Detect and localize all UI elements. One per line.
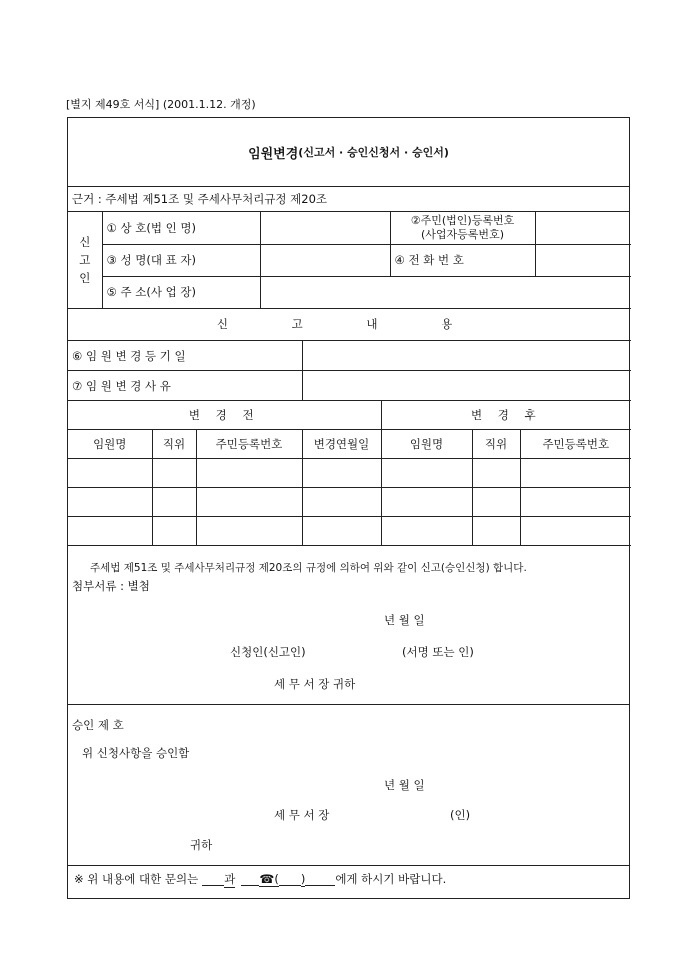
approval-section — [68, 705, 629, 866]
declaration-section — [68, 546, 629, 705]
cell[interactable] — [152, 517, 196, 546]
footer-gwa: 과 — [224, 871, 236, 886]
form-title-main: 임원변경 — [248, 146, 299, 162]
phone-blank[interactable] — [279, 873, 301, 886]
phone-field[interactable] — [535, 244, 631, 276]
cell[interactable] — [196, 488, 302, 517]
footer-phone-close: ) — [300, 871, 306, 886]
cell[interactable] — [520, 517, 631, 546]
declaration-date: 년 월 일 — [384, 613, 425, 627]
footer-prefix: ※ 위 내용에 대한 문의는 — [74, 872, 199, 886]
table-row — [68, 459, 631, 488]
dept-blank[interactable] — [202, 873, 224, 886]
cell[interactable] — [68, 459, 152, 488]
signature-label: (서명 또는 인) — [402, 645, 474, 659]
trade-name-label: ① 상 호(법 인 명) — [102, 212, 260, 244]
table-row — [68, 488, 631, 517]
form-title-sub: (신고서 · 승인신청서 · 승인서) — [298, 146, 449, 159]
cell[interactable] — [68, 488, 152, 517]
approval-recipient: 귀하 — [190, 838, 213, 852]
cell[interactable] — [520, 459, 631, 488]
approval-seal: (인) — [450, 808, 471, 822]
change-date-field[interactable] — [302, 341, 631, 371]
col-before-date: 변경연월일 — [302, 430, 381, 459]
column-header-row — [68, 430, 631, 459]
phone-label: ④ 전 화 번 호 — [390, 244, 535, 276]
reporter-label: 신 고 인 — [68, 212, 102, 308]
change-reason-label: ⑦ 임 원 변 경 사 유 — [68, 371, 302, 401]
col-after-name: 임원명 — [381, 430, 472, 459]
declaration-text: 주세법 제51조 및 주세사무처리규정 제20조의 규정에 의하여 위와 같이 신고(승인신청) 합니다. — [90, 562, 527, 574]
table-row — [68, 517, 631, 546]
person-blank[interactable] — [305, 873, 335, 886]
content-table — [68, 309, 631, 547]
report-form — [67, 117, 630, 899]
approval-number: 승인 제 호 — [72, 718, 124, 732]
cell[interactable] — [196, 517, 302, 546]
cell[interactable] — [472, 488, 520, 517]
cell[interactable] — [302, 459, 381, 488]
cell[interactable] — [196, 459, 302, 488]
col-before-position: 직위 — [152, 430, 196, 459]
tax-office-recipient: 세 무 서 장 귀하 — [274, 677, 356, 691]
address-field[interactable] — [260, 276, 631, 308]
reg-no-field[interactable] — [535, 212, 631, 244]
cell[interactable] — [302, 517, 381, 546]
trade-name-field[interactable] — [260, 212, 390, 244]
inquiry-footer — [68, 866, 629, 892]
cell[interactable] — [152, 488, 196, 517]
approval-tax-office: 세 무 서 장 — [274, 808, 330, 822]
representative-label: ③ 성 명(대 표 자) — [102, 244, 260, 276]
footer-phone-open: ( — [274, 871, 279, 886]
footer-suffix: 에게 하시기 바랍니다. — [335, 872, 447, 886]
change-reason-field[interactable] — [302, 371, 631, 401]
cell[interactable] — [520, 488, 631, 517]
col-after-id: 주민등록번호 — [520, 430, 631, 459]
phone-icon: ☎ — [259, 871, 275, 886]
representative-field[interactable] — [260, 244, 390, 276]
col-before-name: 임원명 — [68, 430, 152, 459]
before-change-header: 변 경 전 — [68, 401, 381, 430]
form-title — [68, 118, 629, 187]
applicant-label: 신청인(신고인) — [230, 645, 306, 659]
col-before-id: 주민등록번호 — [196, 430, 302, 459]
reporter-table — [68, 212, 631, 309]
form-header-note: [별지 제49호 서식] (2001.1.12. 개정) — [66, 98, 256, 111]
legal-basis: 근거 : 주세법 제51조 및 주세사무처리규정 제20조 — [68, 187, 629, 212]
cell[interactable] — [68, 517, 152, 546]
approval-date: 년 월 일 — [384, 778, 425, 792]
cell[interactable] — [472, 517, 520, 546]
cell[interactable] — [152, 459, 196, 488]
change-date-label: ⑥ 임 원 변 경 등 기 일 — [68, 341, 302, 371]
reg-no-label-line2: (사업자등록번호) — [421, 227, 504, 241]
after-change-header: 변 경 후 — [381, 401, 631, 430]
attachment-label: 첨부서류 : 별첨 — [72, 579, 150, 593]
reg-no-label — [390, 212, 535, 244]
reg-no-label-line1: ②주민(법인)등록번호 — [410, 213, 515, 227]
approval-text: 위 신청사항을 승인함 — [82, 746, 190, 760]
cell[interactable] — [302, 488, 381, 517]
cell[interactable] — [381, 517, 472, 546]
contact-blank[interactable] — [241, 873, 259, 886]
cell[interactable] — [472, 459, 520, 488]
address-label: ⑤ 주 소(사 업 장) — [102, 276, 260, 308]
cell[interactable] — [381, 459, 472, 488]
col-after-position: 직위 — [472, 430, 520, 459]
content-header: 신 고 내 용 — [68, 309, 631, 341]
cell[interactable] — [381, 488, 472, 517]
